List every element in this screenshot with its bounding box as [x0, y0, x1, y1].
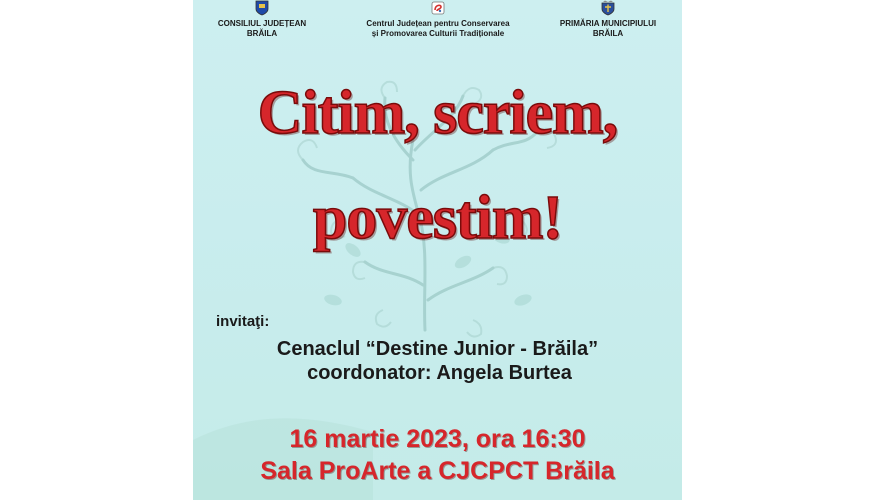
city-coat-of-arms-icon: [601, 0, 615, 16]
event-poster: [193, 0, 682, 500]
cultural-center-logo-icon: [431, 0, 445, 16]
county-coat-of-arms-icon: [255, 0, 269, 16]
org-center-line2: și Promovarea Culturii Tradiționale: [371, 29, 505, 38]
event-title-line3: povestim!: [312, 184, 563, 252]
event-date-time: 16 martie 2023, ora 16:30: [289, 425, 586, 453]
org-city-hall: [550, 0, 666, 39]
org-county-line2: BRĂILA: [246, 29, 278, 38]
org-county-council: [209, 0, 315, 39]
guests-block: [193, 337, 682, 385]
guests-label: invitaţi:: [216, 313, 270, 330]
guests-coordinator: coordonator: Angela Burtea: [307, 362, 572, 384]
event-venue: Sala ProArte a CJCPCT Brăila: [260, 457, 615, 485]
event-details: [193, 423, 682, 487]
org-city-line2: BRĂILA: [592, 29, 624, 38]
header-organizations: [193, 0, 682, 50]
org-county-line1: CONSILIUL JUDEȚEAN: [217, 19, 307, 28]
org-cultural-center: [340, 0, 536, 39]
org-center-line1: Centrul Județean pentru Conservarea: [366, 19, 510, 28]
org-city-line1: PRIMĂRIA MUNICIPIULUI: [559, 19, 657, 28]
event-title-line1: Citim, scriem,: [257, 79, 618, 147]
guests-group: Cenaclul “Destine Junior - Brăila”: [276, 338, 599, 360]
